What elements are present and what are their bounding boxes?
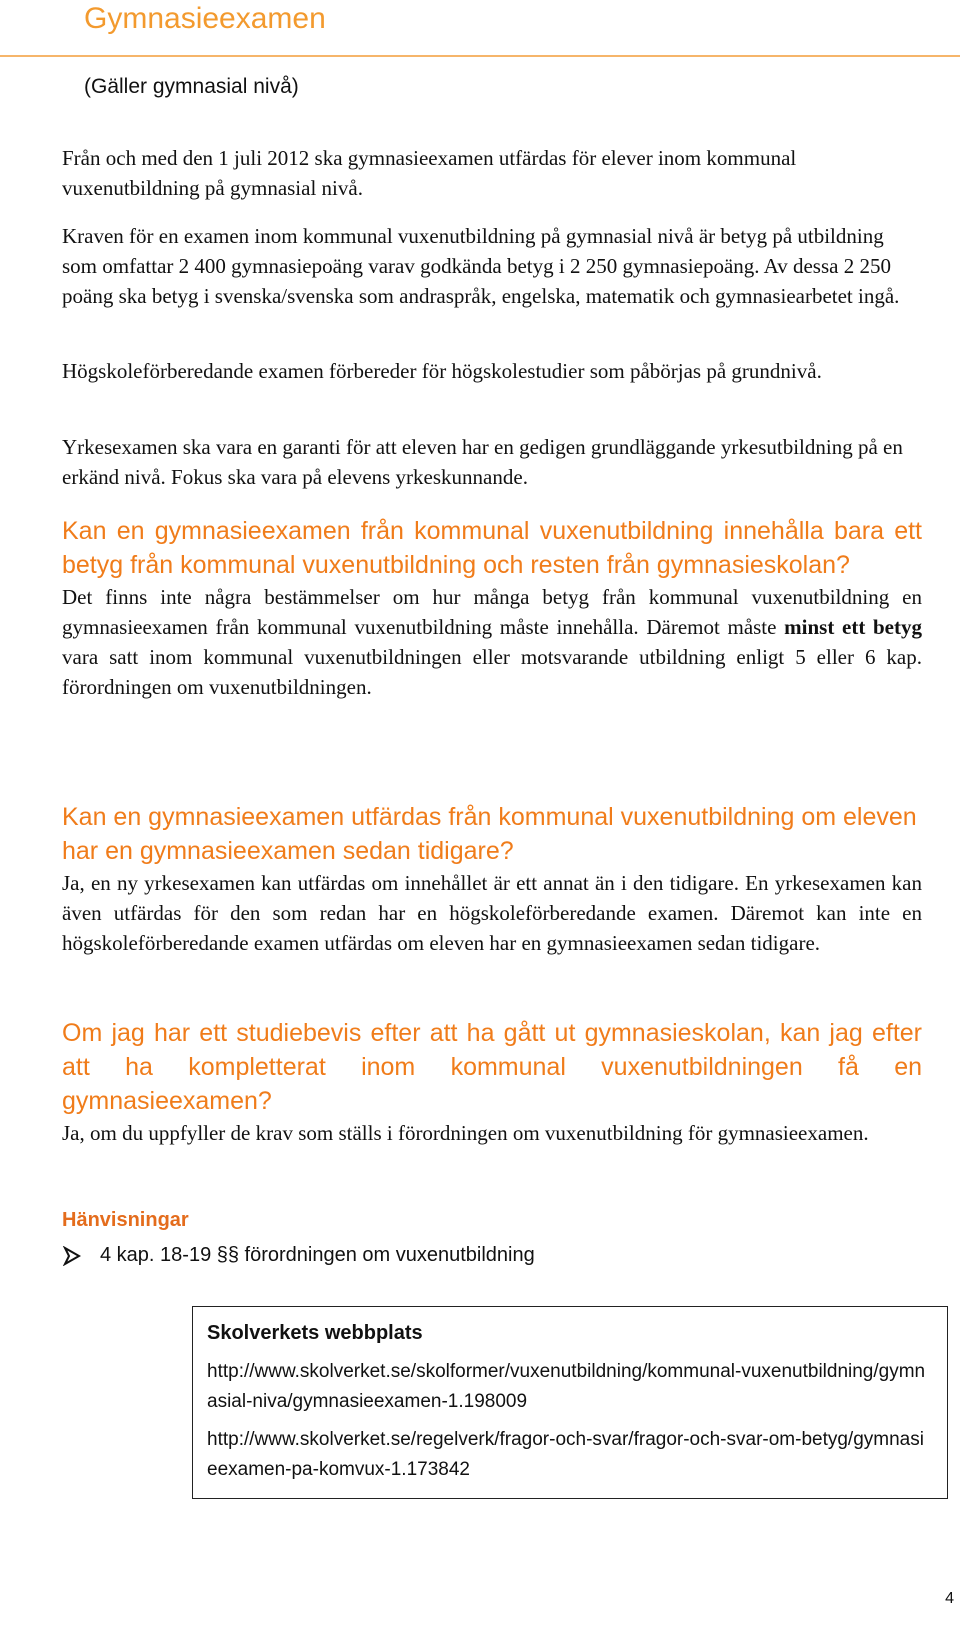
faq-section (62, 514, 922, 702)
faq-answer: Ja, en ny yrkesexamen kan utfärdas om innehållet är ett annat än i den tidigare. En yrkesexamen kan även utfärdas för den som redan har en högskoleförberedande examen. Däremot kan inte en högskoleförberedande examen utfärdas om eleven har en gymnasieexamen sedan tidigare. (62, 871, 922, 955)
paragraph-requirements: Kraven för en examen inom kommunal vuxenutbildning på gymnasial nivå är betyg på utbildning som omfattar 2 400 gymnasiepoäng varav godkända betyg i 2 250 gymnasiepoäng. Av dessa 2 250 poäng ska betyg i svenska/svenska som andraspråk, engelska, matematik och gymnasiearbetet ingå. (62, 224, 900, 308)
page-title: Gymnasieexamen (84, 2, 326, 35)
skolverket-link[interactable]: http://www.skolverket.se/skolformer/vuxenutbildning/kommunal-vuxenutbildning/gymnasial-niva/gymnasieexamen-1.198009 (207, 1361, 926, 1412)
faq-question: Kan en gymnasieexamen utfärdas från kommunal vuxenutbildning om eleven har en gymnasieexamen sedan tidigare? (62, 803, 917, 865)
reference-item (62, 1240, 535, 1270)
faq-answer (62, 582, 922, 702)
references-heading: Hänvisningar (62, 1209, 189, 1231)
title-divider (0, 55, 960, 57)
paragraph-vocational: Yrkesexamen ska vara en garanti för att eleven har en gedigen grundläggande yrkesutbildning på en erkänd nivå. Fokus ska vara på elevens yrkeskunnande. (62, 435, 903, 489)
arrow-bullet-icon (62, 1245, 82, 1265)
reference-text: 4 kap. 18-19 §§ förordningen om vuxenutbildning (100, 1244, 535, 1266)
answer-emphasis: minst ett betyg (784, 615, 922, 639)
paragraph-intro: Från och med den 1 juli 2012 ska gymnasieexamen utfärdas för elever inom kommunal vuxenutbildning på gymnasial nivå. (62, 146, 797, 200)
faq-section (62, 800, 922, 958)
faq-question: Om jag har ett studiebevis efter att ha gått ut gymnasieskolan, kan jag efter att ha kompletterat inom kommunal vuxenutbildningen få en gymnasieexamen? (62, 1019, 922, 1115)
faq-answer: Ja, om du uppfyller de krav som ställs i förordningen om vuxenutbildning för gymnasieexamen. (62, 1121, 869, 1145)
page-number: 4 (945, 1590, 954, 1607)
answer-text: vara satt inom kommunal vuxenutbildningen eller motsvarande utbildning enligt 5 eller 6 kap. förordningen om vuxenutbildningen. (62, 645, 922, 699)
faq-section (62, 1016, 922, 1148)
skolverket-link[interactable]: http://www.skolverket.se/regelverk/fragor-och-svar/fragor-och-svar-om-betyg/gymnasieexamen-pa-komvux-1.173842 (207, 1429, 924, 1480)
faq-question: Kan en gymnasieexamen från kommunal vuxenutbildning innehålla bara ett betyg från kommunal vuxenutbildning och resten från gymnasieskolan? (62, 517, 922, 579)
links-box-title: Skolverkets webbplats (207, 1322, 423, 1344)
answer-text: Det finns inte några bestämmelser om hur många betyg från kommunal vuxenutbildning en gymnasieexamen från kommunal vuxenutbildning måste innehålla. Däremot måste (62, 585, 922, 639)
subtitle: (Gäller gymnasial nivå) (84, 75, 299, 98)
links-box (192, 1306, 948, 1499)
paragraph-higher-ed-prep: Högskoleförberedande examen förbereder för högskolestudier som påbörjas på grundnivå. (62, 359, 822, 383)
